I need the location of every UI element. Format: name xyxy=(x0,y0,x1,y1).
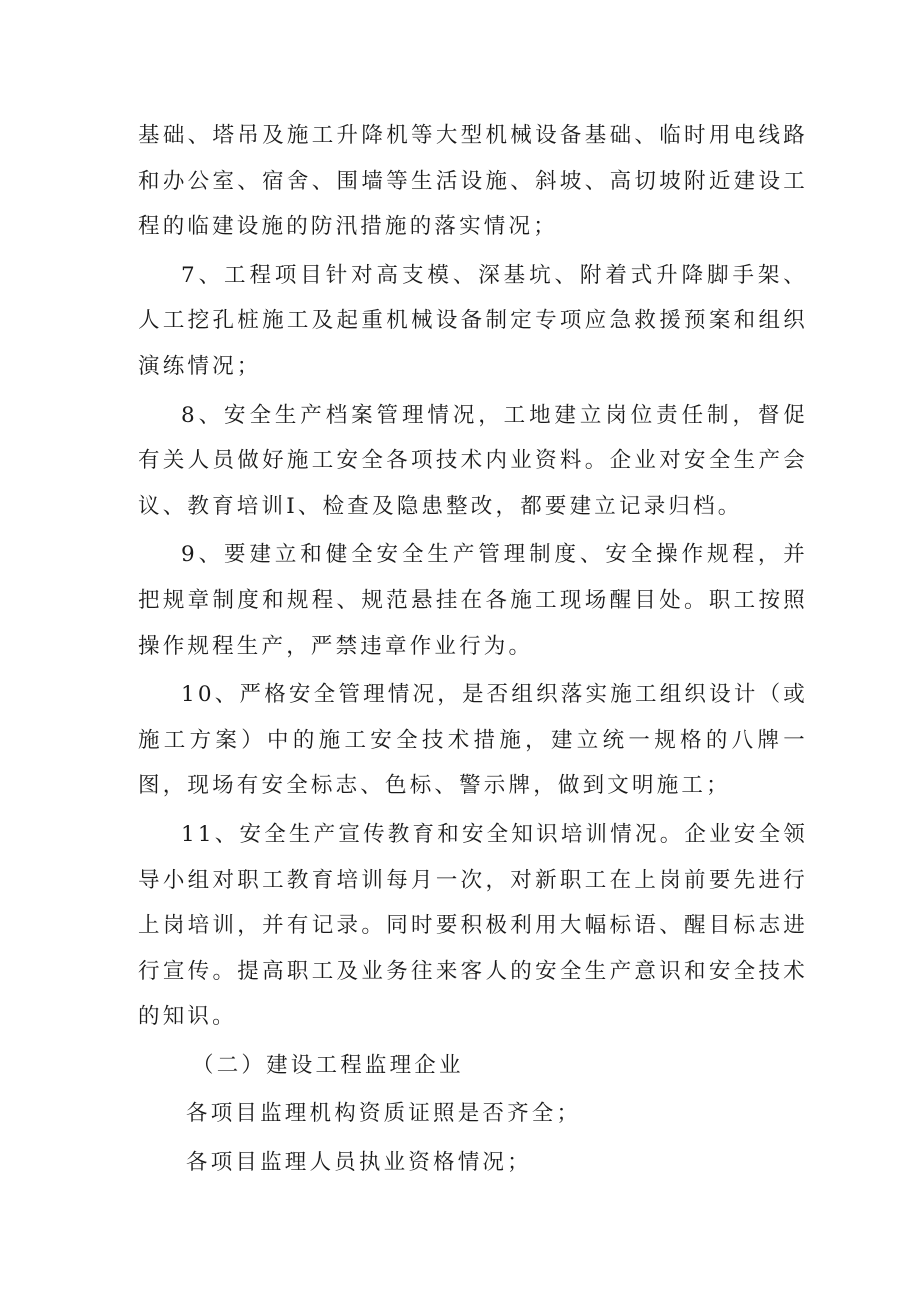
paragraph-item-10: 10、严格安全管理情况，是否组织落实施工组织设计（或施工方案）中的施工安全技术措施，建立统一规格的八牌一图，现场有安全标志、色标、警示牌，做到文明施工； xyxy=(138,682,808,799)
paragraph-item-11: 11、安全生产宣传教育和安全知识培训情况。企业安全领导小组对职工教育培训每月一次，对新职工在上岗前要先进行上岗培训，并有记录。同时要积极利用大幅标语、醒目标志进行宣传。提高职工及业务往来客人的安全生产意识和安全技术的知识。 xyxy=(138,821,808,1030)
paragraph-continuation: 基础、塔吊及施工升降机等大型机械设备基础、临时用电线路和办公室、宿舍、围墙等生活设施、斜坡、高切坡附近建设工程的临建设施的防汛措施的落实情况； xyxy=(138,123,808,240)
section-heading: （二）建设工程监理企业 xyxy=(192,1052,464,1078)
paragraph-item-9: 9、要建立和健全安全生产管理制度、安全操作规程，并把规章制度和规程、规范悬挂在各施工现场醒目处。职工按照操作规程生产，严禁违章作业行为。 xyxy=(138,542,808,659)
list-item: 各项目监理机构资质证照是否齐全； xyxy=(186,1101,582,1127)
paragraph-item-8: 8、安全生产档案管理情况，工地建立岗位责任制，督促有关人员做好施工安全各项技术内业资料。企业对安全生产会议、教育培训I、检查及隐患整改，都要建立记录归档。 xyxy=(138,402,808,519)
paragraph-item-7: 7、工程项目针对高支模、深基坑、附着式升降脚手架、人工挖孔桩施工及起重机械设备制定专项应急救援预案和组织演练情况； xyxy=(138,262,808,379)
list-item: 各项目监理人员执业资格情况； xyxy=(186,1150,532,1176)
document-body xyxy=(138,113,808,1186)
